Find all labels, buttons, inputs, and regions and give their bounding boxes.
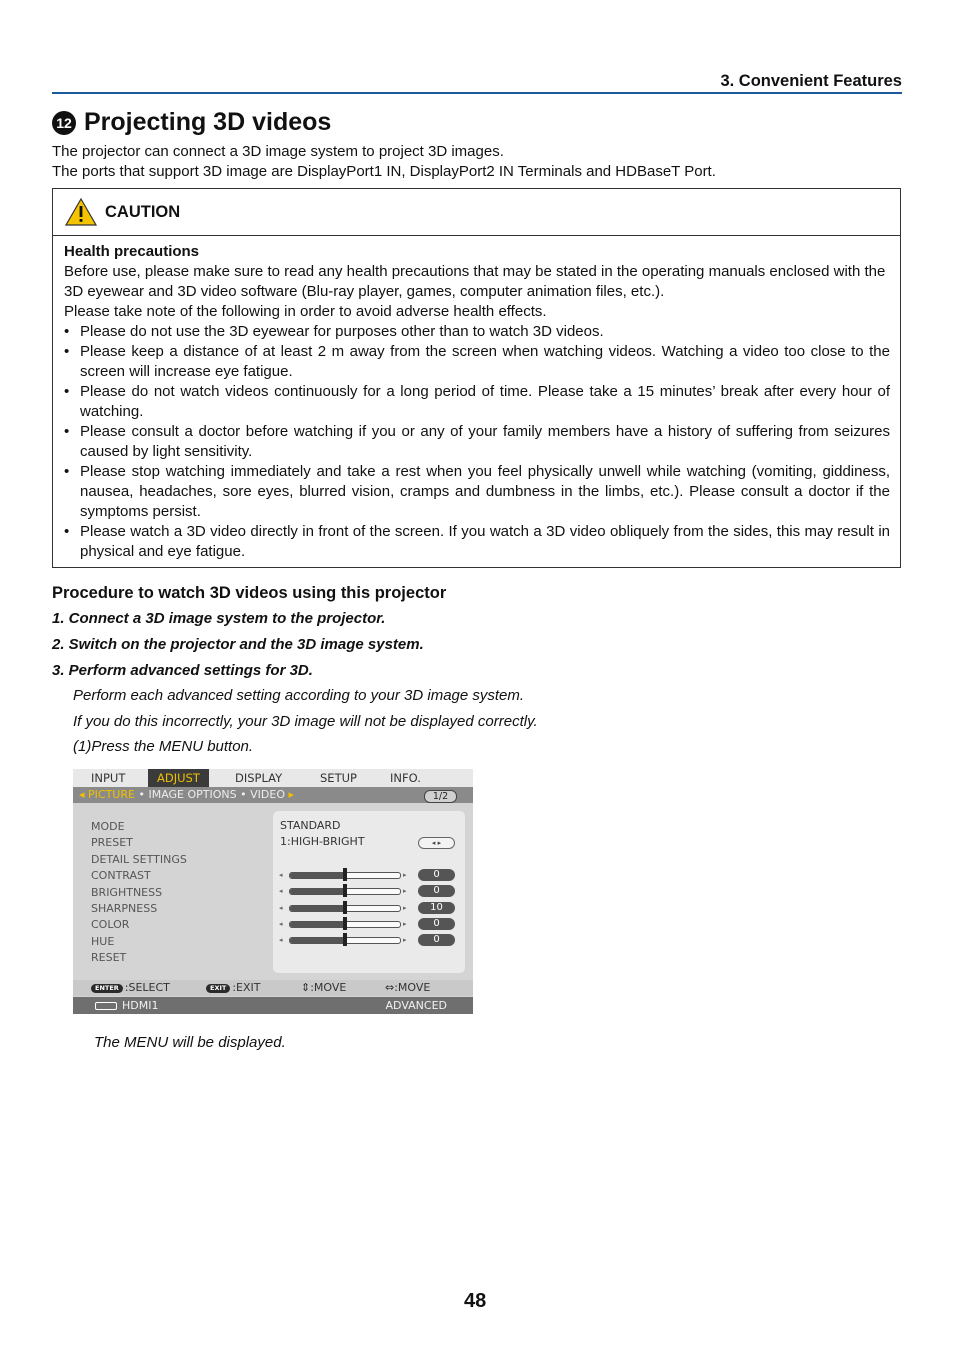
slider-fill: [290, 938, 345, 943]
intro-line: The ports that support 3D image are DisplayPort1 IN, DisplayPort2 IN Terminals and HDBaseT Port.: [52, 163, 716, 180]
menu-item-list: [91, 819, 187, 967]
tab-adjust[interactable]: ADJUST: [148, 769, 209, 787]
key-guide-exit: [206, 980, 260, 996]
procedure-step: 1. Connect a 3D image system to the projector.: [52, 610, 386, 627]
intro-line: The projector can connect a 3D image system to project 3D images.: [52, 143, 504, 160]
projector-menu-screenshot: [73, 769, 473, 1014]
slider-value: 0: [418, 934, 455, 946]
menu-tab-bar: [73, 769, 473, 787]
menu-item-mode[interactable]: MODE: [91, 820, 125, 833]
key-guide-label: :EXIT: [232, 981, 261, 994]
section-number-badge: 12: [52, 111, 76, 135]
caution-heading: Health precautions: [64, 243, 200, 260]
slider-thumb[interactable]: [343, 901, 347, 914]
menu-mode: ADVANCED: [385, 999, 447, 1012]
procedure-title: Procedure to watch 3D videos using this projector: [52, 584, 447, 602]
slider-brightness[interactable]: [279, 884, 457, 898]
slider-contrast[interactable]: [279, 868, 457, 882]
procedure-step: 2. Switch on the projector and the 3D image system.: [52, 636, 424, 653]
slider-thumb[interactable]: [343, 933, 347, 946]
slider-value: 0: [418, 885, 455, 897]
preset-value[interactable]: 1:HIGH-BRIGHT: [280, 835, 365, 848]
right-arrow-icon: ▸: [288, 788, 295, 801]
key-guide-label: :SELECT: [124, 981, 170, 994]
list-item: • Please watch a 3D video directly in front of the screen. If you watch a 3D video obliquely from the sides, this may result in physical and eye fatigue.: [64, 522, 890, 562]
slider-fill: [290, 922, 345, 927]
enter-key-icon: ENTER: [91, 984, 123, 993]
warning-icon: [65, 198, 97, 226]
slider-sharpness[interactable]: [279, 901, 457, 915]
menu-item-reset[interactable]: RESET: [91, 951, 127, 965]
right-arrow-icon: ▸: [403, 936, 407, 944]
slider-value: 0: [418, 918, 455, 930]
menu-key-guide: [73, 980, 473, 996]
tab-info[interactable]: INFO.: [390, 771, 421, 785]
slider-fill: [290, 873, 345, 878]
slider-color[interactable]: [279, 917, 457, 931]
slider-thumb[interactable]: [343, 917, 347, 930]
left-arrow-icon: ◂: [279, 920, 283, 928]
intro-text: [52, 142, 902, 182]
caution-box: [52, 188, 901, 568]
left-arrow-icon: ◂: [279, 936, 283, 944]
menu-caption: The MENU will be displayed.: [94, 1034, 286, 1051]
breadcrumb: [79, 787, 294, 803]
left-arrow-icon: ◂: [79, 788, 89, 801]
list-item: • Please stop watching immediately and take a rest when you feel physically unwell while watching (vomiting, giddiness, nausea, headaches, sore eyes, blurred vision, cramps and dumbness in the limbs, etc.). Please consult a doctor if the symptoms persist.: [64, 462, 890, 522]
mode-value[interactable]: STANDARD: [280, 819, 341, 832]
slider-fill: [290, 906, 345, 911]
right-arrow-icon: ▸: [403, 920, 407, 928]
hdmi-icon: [95, 1002, 117, 1010]
menu-item-color[interactable]: COLOR: [91, 918, 130, 932]
caution-bullets: [64, 322, 890, 562]
caution-header: [53, 189, 900, 236]
key-guide-move-vertical: ⇕:MOVE: [301, 981, 347, 994]
tab-input[interactable]: INPUT: [91, 771, 126, 785]
right-arrow-icon: ▸: [403, 871, 407, 879]
right-arrow-icon: ▸: [403, 904, 407, 912]
menu-breadcrumb: [73, 787, 473, 803]
page-number: 48: [464, 1290, 487, 1312]
section-title-row: [52, 108, 331, 137]
menu-item-hue[interactable]: HUE: [91, 934, 115, 948]
right-arrow-icon: ▸: [403, 887, 407, 895]
list-item: • Please do not watch videos continuously for a long period of time. Please take a 15 minutes’ break after every hour of watching.: [64, 382, 890, 422]
bullet-icon: •: [240, 788, 251, 801]
procedure-note: (1)Press the MENU button.: [73, 738, 254, 755]
menu-item-contrast[interactable]: CONTRAST: [91, 869, 151, 883]
slider-hue[interactable]: [279, 933, 457, 947]
list-item: • Please do not use the 3D eyewear for purposes other than to watch 3D videos.: [64, 322, 890, 342]
tab-setup[interactable]: SETUP: [320, 771, 357, 785]
breadcrumb-item[interactable]: VIDEO: [250, 788, 285, 801]
list-item: • Please keep a distance of at least 2 m away from the screen when watching videos. Watching a video too close to the screen will increase eye fatigue.: [64, 342, 890, 382]
slider-value: 0: [418, 869, 455, 881]
chapter-header: 3. Convenient Features: [720, 72, 902, 90]
page-indicator: 1/2: [424, 790, 457, 803]
menu-value-panel: [273, 811, 465, 973]
header-rule: [52, 92, 902, 94]
breadcrumb-active[interactable]: PICTURE: [88, 788, 135, 801]
slider-thumb[interactable]: [343, 884, 347, 897]
caution-body: [53, 236, 900, 562]
procedure-step: 3. Perform advanced settings for 3D.: [52, 662, 313, 679]
left-arrow-icon: ◂: [279, 871, 283, 879]
procedure-note: If you do this incorrectly, your 3D image will not be displayed correctly.: [73, 713, 538, 730]
procedure-note: Perform each advanced setting according to your 3D image system.: [73, 687, 525, 704]
page-title: Projecting 3D videos: [84, 108, 332, 136]
caution-paragraph: Please take note of the following in order to avoid adverse health effects.: [64, 303, 547, 320]
bullet-icon: •: [138, 788, 149, 801]
menu-status-bar: [73, 997, 473, 1014]
slider-fill: [290, 889, 345, 894]
left-arrow-icon: ◂: [279, 904, 283, 912]
left-arrow-icon: ◂: [279, 887, 283, 895]
menu-item-sharpness[interactable]: SHARPNESS: [91, 901, 158, 915]
menu-item-preset[interactable]: PRESET: [91, 836, 133, 850]
slider-thumb[interactable]: [343, 868, 347, 881]
slider-value: 10: [418, 902, 455, 914]
input-source: HDMI1: [122, 999, 159, 1012]
caution-paragraph: Before use, please make sure to read any health precautions that may be stated in the operating manuals enclosed with the 3D eyewear and 3D video software (Blu-ray player, games, computer animation files, etc.).: [64, 263, 886, 300]
preset-stepper[interactable]: ◂ ▸: [418, 837, 455, 849]
key-guide-select: [91, 980, 170, 996]
exit-key-icon: EXIT: [206, 984, 230, 993]
menu-item-brightness[interactable]: BRIGHTNESS: [91, 885, 163, 899]
menu-item-detail-settings[interactable]: DETAIL SETTINGS: [91, 852, 187, 866]
list-item: • Please consult a doctor before watching if you or any of your family members have a history of suffering from seizures caused by light sensitivity.: [64, 422, 890, 462]
key-guide-move-horizontal: ⇔:MOVE: [385, 981, 431, 994]
caution-label: CAUTION: [105, 202, 181, 221]
breadcrumb-item[interactable]: IMAGE OPTIONS: [148, 788, 237, 801]
tab-display[interactable]: DISPLAY: [235, 771, 283, 785]
